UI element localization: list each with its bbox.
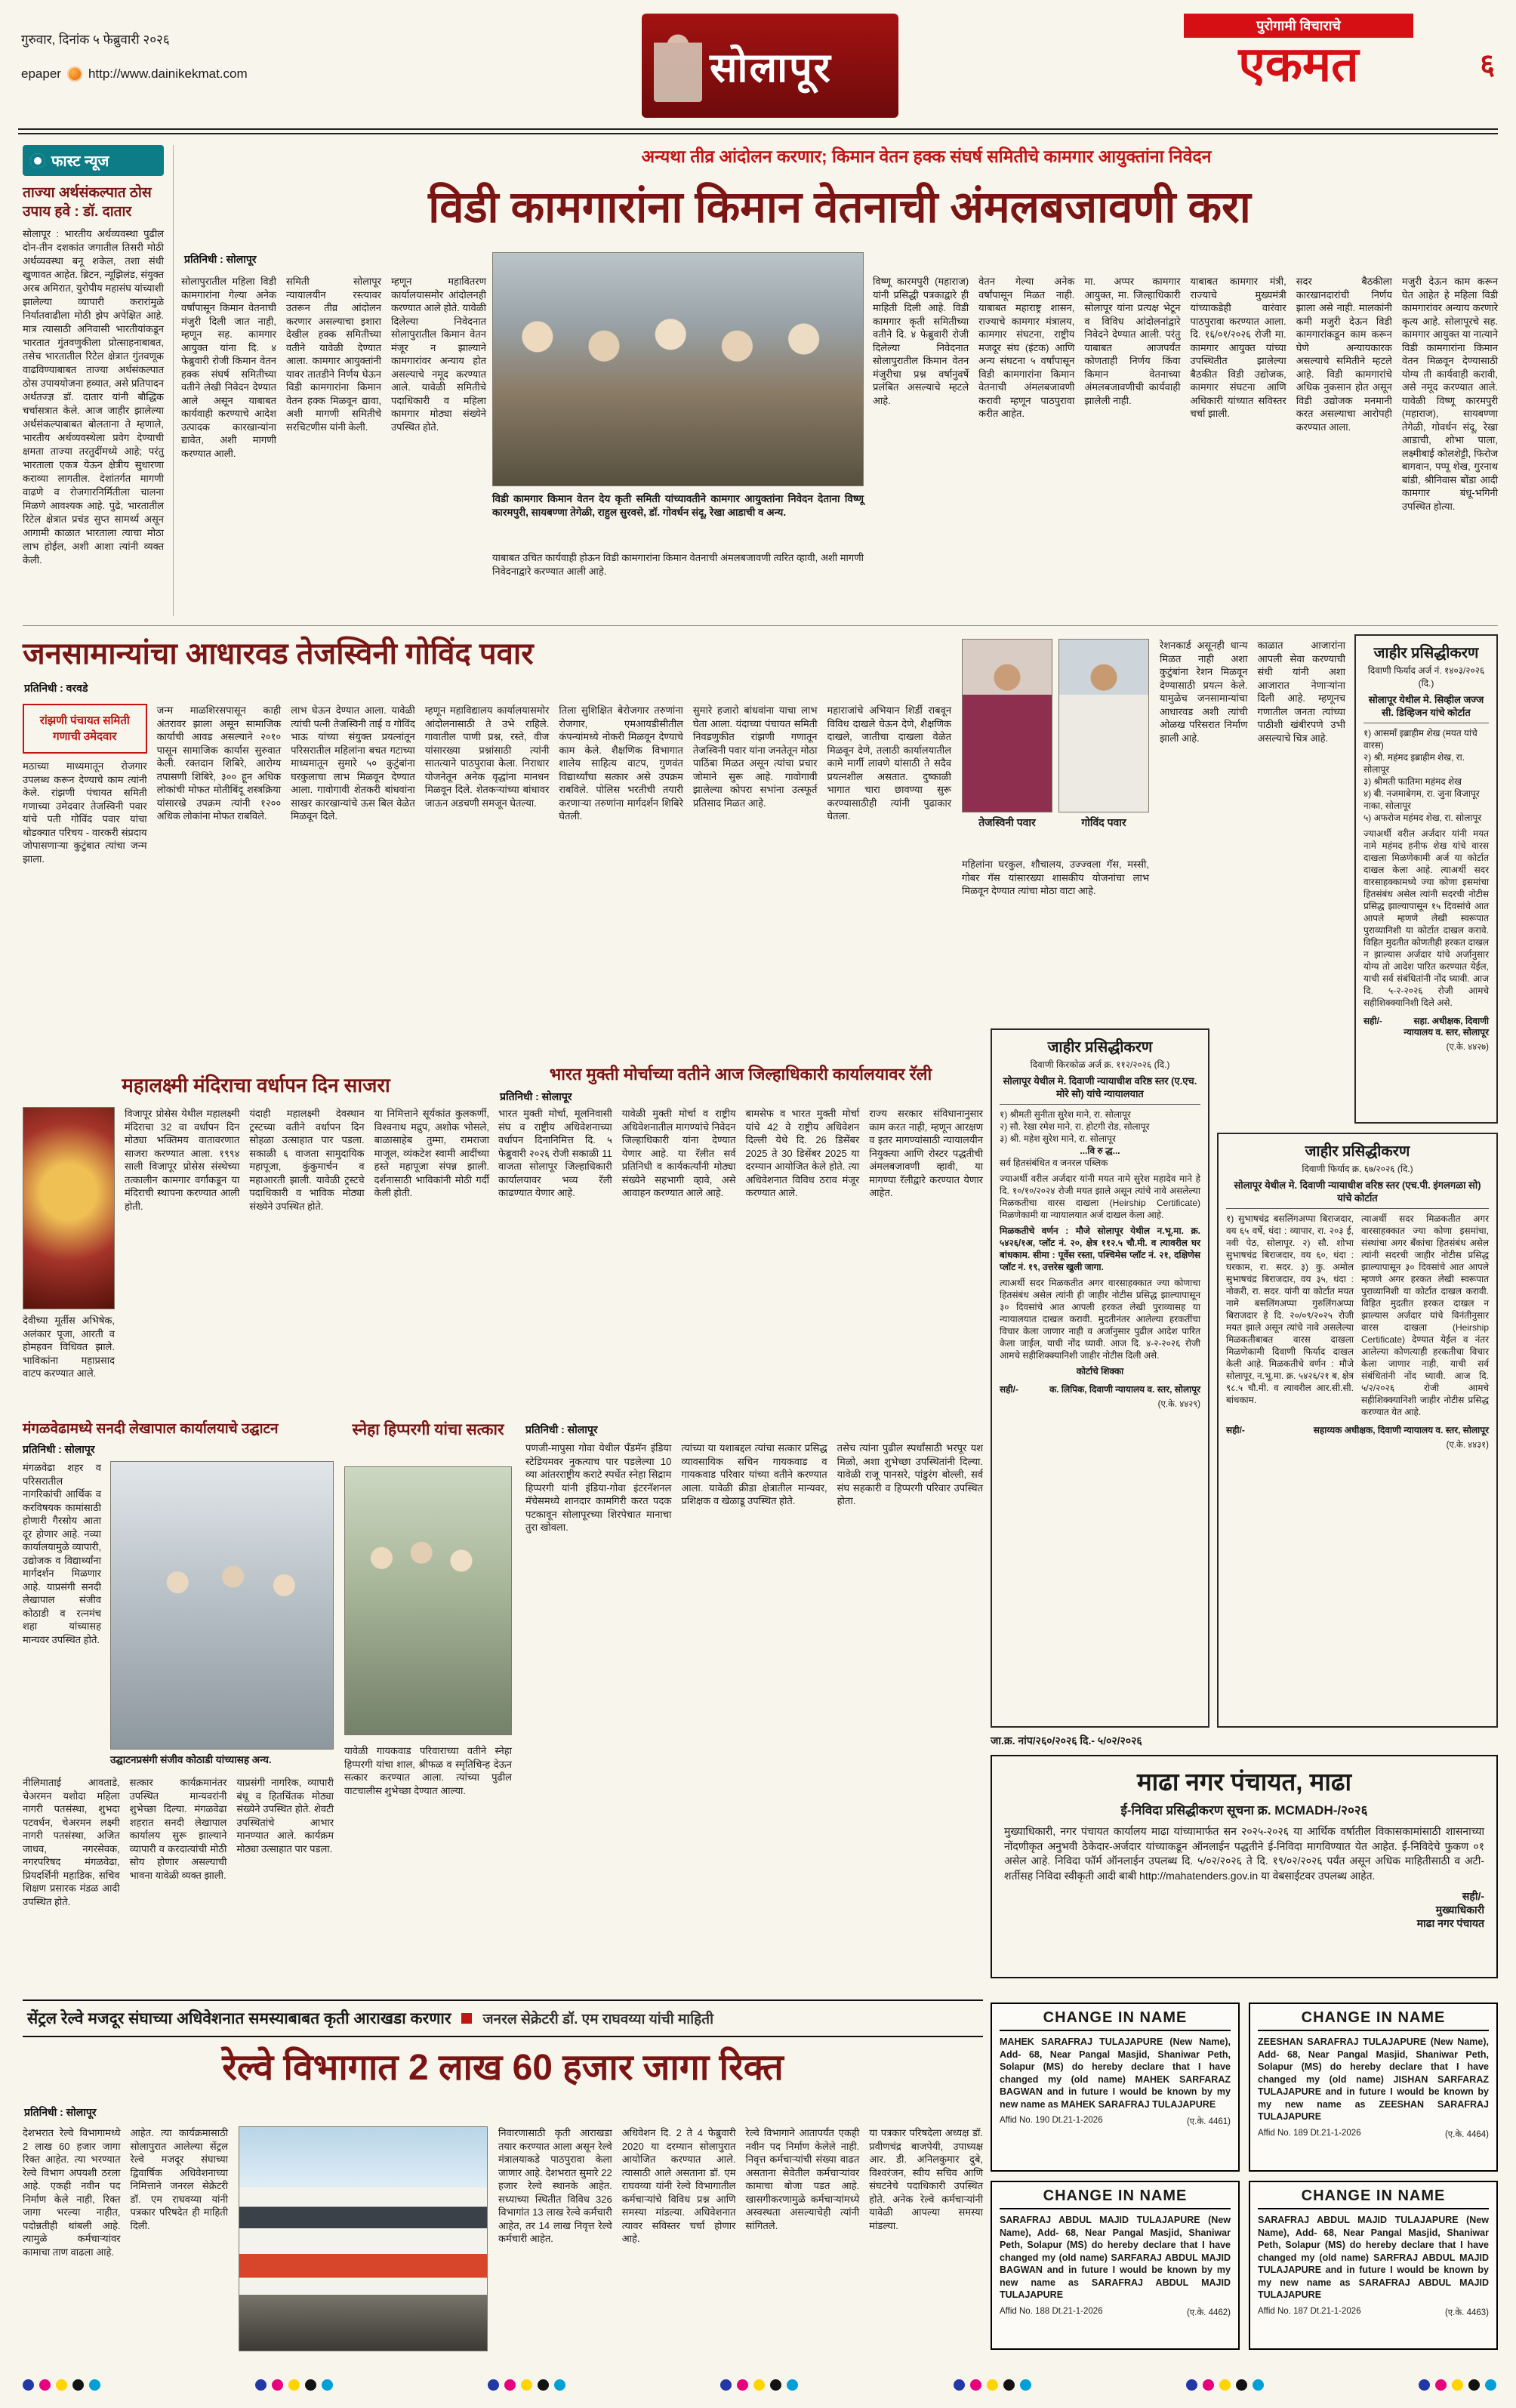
bharat-mukti-story [498, 1063, 983, 1412]
brand-block [1184, 14, 1413, 91]
sneha-byline: प्रतिनिधी : सोलापूर [525, 1423, 598, 1435]
notice-columns [1226, 1213, 1489, 1418]
mangalwedha-photo-caption: उद्घाटनप्रसंगी संजीव कोठाडी यांच्यासह अन्य. [110, 1754, 272, 1765]
notice-title: जाहीर प्रसिद्धीकरण [1047, 1039, 1153, 1056]
color-dot [954, 2379, 965, 2391]
mangalwedha-byline: प्रतिनिधी : सोलापूर [23, 1443, 95, 1455]
color-dot [521, 2379, 532, 2391]
body-column: मंगळवेढा शहर व परिसरातील नागरिकांची आर्थिक व करविषयक कामांसाठी होणारी गैरसोय आता दूर होणार आहे. नव्या कार्यालयामुळे व्यापारी, उद्योजक व विद्यार्थ्यांना मार्गदर्शन मिळणार आहे. याप्रसंगी सनदी लेखापाल संजीव कोठाडी व रत्नमंच शहा यांच्यासह मान्यवर उपस्थित होते. [23, 1462, 101, 1645]
mangalwedha-inauguration-photo [110, 1461, 334, 1750]
color-dot-group [720, 2379, 798, 2391]
madha-subtitle: ई-निविदा प्रसिद्धीकरण सूचना क्र. MCMADH-/२०२६ [1120, 1803, 1368, 1818]
body-column: सदर बैठकीला कारखानदारांची निर्णय झाला असे नाही. मालकांनी कमी मजुरी देऊन विडी कामगारांकडून काम करून घेणे अन्यायकारक असल्याचे समितीने म्हटले आहे. विडी कामगारांचे अधिक नुकसान होत असून विडी उद्योजक मनमानी करत असल्याचा आरोपही करण्यात आला. [1296, 276, 1392, 433]
sneha-story [344, 1420, 983, 1981]
mangalwedha-headline: मंगळवेढामध्ये सनदी लेखापाल कार्यालयाचे उद्घाटन [23, 1421, 279, 1437]
railway-headline: रेल्वे विभागात 2 लाख 60 हजार जागा रिक्त [222, 2048, 784, 2088]
notice-sign: सही/- [1000, 1384, 1018, 1395]
body-column: त्यांच्या या यशाबद्दल त्यांचा सत्कार प्रसिद्ध व्यावसायिक सचिन गायकवाड व गायकवाड परिवार यांच्या वतीने करण्यात आला. यावेळी क्रीडा क्षेत्रातील मान्यवर, प्रशिक्षक व खेळाडू उपस्थित होते. [681, 1442, 827, 1506]
mangalwedha-lower-columns [23, 1776, 334, 1919]
change-in-name-body: MAHEK SARAFRAJ TULAJAPURE (New Name), Add- 68, Near Pangal Masjid, Shaniwar Peth, Solapur (MS) do hereby declare that I have changed my (old name) MAHEK SARFARAZ BAGWAN and in future I would be known by my new name as MAHEK SARAFRAJ TULAJAPURE [1000, 2036, 1231, 2110]
mangalwedha-upper [23, 1461, 334, 1767]
notice-ref: (ए.के. 4462) [1186, 2308, 1231, 2317]
body-column: राज्य सरकार संविधानानुसार काम करत नाही, म्हणून आरक्षण व इतर मागण्यांसाठी न्यायालयीन नियुक्त्या आणि रोस्टर पद्धतीची अंमलबजावणी व्हावी, या मागण्या रॅलीद्वारे करण्यात येणार आहेत. [869, 1108, 983, 1198]
mangalwedha-photo-figure [110, 1461, 334, 1767]
notice-case-line: दिवाणी फिर्याद अर्ज नं. १४०३/२०२६ (दि.) [1367, 665, 1485, 689]
notice-court-line: सोलापूर येथील मे. सिव्हील जज्ज सी. डिव्हिजन यांचे कोर्टात [1363, 693, 1489, 723]
body-column: तिला सुशिक्षित बेरोजगार तरुणांना रोजगार, एमआयडीसीतील कंपन्यांमध्ये नोकरी मिळवून देण्याचे काम केले. शैक्षणिक विभागात शालेय साहित्य वाटप, गुणवंत विद्यार्थ्यांचा सत्कार असे उपक्रम राबविले. पोलिस भरतीची तयारी करणाऱ्या तरुणांना मार्गदर्शन शिबिरे घेतली. [559, 705, 683, 822]
railway-body [23, 2126, 983, 2365]
madha-sign-org: माढा नगर पंचायत [1416, 1917, 1484, 1929]
notice-party: ३) श्रीमती फातिमा महंमद शेख [1363, 776, 1462, 787]
fast-news-icon [30, 153, 45, 168]
fast-news-body: सोलापूर : भारतीय अर्थव्यवस्था पुढील दोन-तीन दशकांत जगातील तिसरी मोठी अर्थव्यवस्था बनू शकेल, तशा संधी खुणावत आहेत. ब्रिटन, न्यूझिलंड, संयुक्त अरब अमिरात, युरोपीय महासंघ यांच्याशी झालेल्या व्यापारी करारांमुळे निर्यातवाढीला मोठी झेप अपेक्षित आहे. मात्र त्यासाठी अनिवासी भारतीयांकडून भारतात गुंतवणुकीला प्रोत्साहनाबाबत, तसेच भारतातील रिटेल क्षेत्रात गुंतवणूक वाढविण्याबाबत ताज्या अर्थसंकल्पात ठोस उपाययोजना हव्यात, असे प्रतिपादन अर्थतज्ज्ञ डॉ. दातार यांनी बौद्धिक चर्चासत्रात केले. आज जाहीर झालेल्या अर्थसंकल्पाबाबत बोलताना ते म्हणाले, भारतीय अर्थव्यवस्थेला प्रवेग देण्याची क्षमता ताज्या तरतुदींमध्ये आहे; परंतु भारताला एकत्र येऊन क्षेत्रीय सुधारणा कराव्या लागतील. देशांतर्गत मागणी वाढणे व रोजगारनिर्मितीला चालना मिळणे आवश्यक आहे. पुढे, भारतातील रिटेल क्षेत्रात प्रचंड सुप्त सामर्थ्य असून आगामी काळात भारताला त्याचा मोठा लाभ होईल, अशी आशा त्यांनी व्यक्त केली. [23, 228, 164, 566]
color-dot [1020, 2379, 1031, 2391]
notice-body: ज्याअर्थी वरील अर्जदार यांनी मयत नामे सुरेश महादेव माने हे दि. १०/१०/२०२४ रोजी मयत झाले असून त्यांचे नावे असलेल्या मिळकतीचा वारस दाखला (Heirship Certificate) मिळणेकामी या न्यायालयात अर्ज दाखल केला आहे. [1000, 1173, 1200, 1220]
body-column: सुमारे हजारो बांधवांना याचा लाभ घेता आला. यंदाच्या पंचायत समिती निवडणुकीत रांझणी गणातून तेजस्विनी पवार यांना जनतेतून मोठा पाठिंबा मिळत असून त्यांचा प्रचार जोमाने सुरू आहे. गावोगावी झालेल्या कोपरा सभांना उत्स्फूर्त प्रतिसाद मिळत आहे. [692, 705, 818, 809]
color-dot-group [488, 2379, 565, 2391]
sneha-right [525, 1423, 983, 1978]
body-column: याबाबत कामगार मंत्री, राज्याचे मुख्यमंत्री यांच्याकडेही वारंवार पाठपुरावा करण्यात आला. दि. १६/०१/२०२६ रोजी मा. कामगार आयुक्त यांच्या उपस्थितीत झालेल्या बैठकीत विडी उद्योजक, कामगार संघटना आणि अधिकारी यांच्यात सविस्तर चर्चा झाली. [1190, 276, 1286, 419]
change-in-name-title: CHANGE IN NAME [1258, 2188, 1489, 2209]
lead-columns-left [181, 275, 486, 613]
madha-sign: सही/- [1462, 1890, 1484, 1902]
body-column: रेशनकार्ड असूनही धान्य मिळत नाही अशा कुटुंबांना रेशन मिळवून देण्यासाठी प्रयत्न केले. यामुळेच जनसामान्यांचा आधारवड अशी त्यांची ओळख परिसरात निर्माण झाली आहे. [1160, 640, 1248, 744]
color-dot [23, 2379, 34, 2391]
tejaswini-photo-figure [962, 639, 1052, 830]
tejaswini-columns-right [1160, 639, 1345, 1059]
notice-designation: सहाय्यक अधीक्षक, दिवाणी न्यायालय व. स्तर, सोलापूर [1313, 1425, 1489, 1435]
notice-sign: सही/- [1363, 1016, 1382, 1026]
body-column: सोलापुरातील महिला विडी कामगारांना गेल्या अनेक वर्षांपासून किमान वेतनाची मंजुरी दिली जात नाही, म्हणून सह. कामगार आयुक्त यांना दि. ४ फेब्रुवारी रोजी किमान वेतन हक्क संघर्ष समितीच्या वतीने लेखी निवेदन देण्यात आले असून याबाबत कार्यवाही करण्याचे आदेश उत्पादक कारखान्यांना द्यावेत, अशी मागणी करण्यात आली. [181, 276, 276, 459]
notice-court-line: सोलापूर येथील मे. दिवाणी न्यायाधीश वरिष्ठ स्तर (एच.पी. इंगलगळा सो) यांचे कोर्टात [1226, 1179, 1489, 1209]
color-dot [39, 2379, 51, 2391]
color-dot [737, 2379, 748, 2391]
color-dot [1203, 2379, 1214, 2391]
body-column: म्हणून महाविद्यालय कार्यालयासमोर आंदोलनासाठी ते उभे राहिले. गावातील पाणी प्रश्न, रस्ते, वीज यांसारख्या प्रश्नांसाठी त्यांनी सातत्याने पाठपुरावा केला. निराधार योजनेतून अनेक वृद्धांना मानधन मिळवून दिले. शेतकऱ्यांच्या बांधावर जाऊन अडचणी समजून घेतल्या. [424, 705, 550, 809]
fast-news-section [23, 145, 174, 616]
bharat-mukti-byline: प्रतिनिधी : सोलापूर [500, 1090, 572, 1102]
notice-title: जाहीर प्रसिद्धीकरण [1305, 1143, 1410, 1160]
railway-story [23, 2045, 983, 2368]
body-column: बामसेफ व भारत मुक्ती मोर्चा यांचे 42 वे राष्ट्रीय अधिवेशन दिल्ली येथे दि. 26 डिसेंबर 2025 ते 30 डिसेंबर 2025 या दरम्यान आयोजित केले होते. त्या अधिवेशनात विविध ठराव मंजूर करण्यात आले. [745, 1108, 860, 1198]
change-in-name-body: SARAFRAJ ABDUL MAJID TULAJAPURE (New Name), Add- 68, Near Pangal Masjid, Shaniwar Peth, Solapur (MS) do hereby declare that I have changed my (old name) SARFARAJ ABDUL MAJID BAGWAN and in future I would be known by my new name as SARAFRAJ ABDUL MAJID TULAJAPURE [1000, 2215, 1231, 2300]
color-dot [1003, 2379, 1015, 2391]
color-dot [1253, 2379, 1264, 2391]
tejaswini-byline: प्रतिनिधी : वरवडे [24, 682, 88, 694]
sneha-felicitation-photo [344, 1466, 512, 1735]
sneha-columns [525, 1441, 983, 1970]
tejaswini-pawar-photo [962, 639, 1052, 812]
affidavit-number: Affid No. 188 Dt.21-1-2026 [1000, 2306, 1103, 2316]
photo-label: तेजस्विनी पवार [978, 816, 1036, 828]
body-column: समिती सोलापूर न्यायालयीन रस्त्यावर उतरून तीव्र आंदोलन करणार असल्याचा इशारा देखील हक्क समितीच्या वतीने यावेळी देण्यात आला. कामगार आयुक्तांनी यावर तातडीने निर्णय घेऊन विडी कामगारांना किमान वेतन हक्क मिळवून द्यावा, अशी मागणी समितीचे सरचिटणीस यांनी केली. [286, 276, 381, 433]
color-dot-group [23, 2379, 100, 2391]
color-dot [305, 2379, 316, 2391]
masthead [642, 14, 898, 118]
edition-date: गुरुवार, दिनांक ५ फेब्रुवारी २०२६ [21, 32, 170, 47]
change-in-name-body: SARAFRAJ ABDUL MAJID TULAJAPURE (New Name), Add- 68, Near Pangal Masjid, Shaniwar Peth, Solapur (MS) do hereby declare that I have changed my (old name) SARFRAJ ABDUL MAJID TULAJAPURE and in future I would be known by my new name as SARAFRAJ ABDUL MAJID TULAJAPURE [1258, 2215, 1489, 2300]
bullet-square-icon [461, 2013, 472, 2024]
body-column: अधिवेशन दि. 2 ते 4 फेब्रुवारी 2020 या दरम्यान सोलापुरात आयोजित करण्यात आले. त्यासाठी आले असताना डॉ. एम राघवय्या यांनी रेल्वे विभागातील कर्मचाऱ्यांचे विविध प्रश्न आणि समस्या मांडल्या. अधिवेशनात त्यावर सविस्तर चर्चा होणार आहे. [621, 2127, 736, 2244]
body-column: लाभ घेऊन देण्यात आला. यावेळी त्यांची पत्नी तेजस्विनी ताई व गोविंद भाऊ यांच्या संयुक्त प्रयत्नांतून परिसरातील महिलांना बचत गटाच्या माध्यमातून सुमारे ५० कुटुंबांना घरकुलाचा लाभ मिळवून देण्यात आला. गावोगावी शेतकरी बांधवांना साखर कारखान्यांचे ऊस बिल वेळेत मिळवून दिले. [291, 705, 415, 822]
body-text: मठाच्या माध्यमातून रोजगार उपलब्ध करून देण्याचे काम त्यांनी केले. रांझणी पंचायत समिती गणाच्या उमेदवार तेजस्विनी पवार यांचे पती गोविंद पवार यांचा थोडक्यात परिचय - वारकरी संप्रदाय जोपासणाऱ्या कुटुंबात त्यांचा जन्म झाला. [23, 760, 147, 865]
change-in-name-box-1 [991, 2003, 1240, 2172]
color-dot [538, 2379, 549, 2391]
notice-body: ज्याअर्थी वरील अर्जदार यांनी मयत नामे महंमद हनीफ शेख यांचे वारस दाखला मिळणेकामी अर्ज या कोर्टात दाखल केला आहे. त्याअर्थी सदर वारसाहक्कामध्ये ज्या कोणा इसमांचा हितसंबंध असेल त्यांनी सदरची नोटीस प्रसिद्ध झाल्यापासून १५ दिवसांचे आत आपले म्हणणे लेखी स्वरूपात पुराव्यानिशी या कोर्टात दाखल करावे. विहित मुदतीत कोणतीही हरकत दाखल न झाल्यास अर्जदार यांचे अर्जानुसार योग्य तो आदेश पारित करण्यात येईल, याची सर्व संबंधितांनी नोंद घ्यावी. आज दि. ५-२-२०२६ रोजी आमचे सहीशिक्क्यानिशी दिले असे. [1363, 828, 1489, 1008]
color-dot-group [1186, 2379, 1264, 2391]
color-dot [255, 2379, 267, 2391]
body-column: यंदाही महालक्ष्मी देवस्थान ट्रस्टच्या वतीने वर्धापन दिन सोहळा उत्साहात पार पडला. सकाळी ६ वाजता सामुदायिक महापूजा, कुंकुमार्चन व महाआरती झाली. यावेळी ट्रस्टचे पदाधिकारी व भाविक मोठ्या संख्येने उपस्थित होते. [249, 1108, 365, 1212]
color-dot [1236, 2379, 1247, 2391]
color-dot [720, 2379, 732, 2391]
body-column: तसेच त्यांना पुढील स्पर्धांसाठी भरपूर यश मिळो, अशा शुभेच्छा उपस्थितांनी दिल्या. यावेळी राजू पानसरे, पांडुरंग बोल्ली, सर्व संघ सहकारी व हिप्परगी परिवार उपस्थित होता. [837, 1442, 983, 1506]
epaper-row [21, 66, 248, 82]
notice-party: ५) अफरोज महंमद शेख, रा. सोलापूर [1363, 812, 1482, 823]
notice-ref: (ए.के. 4461) [1186, 2117, 1231, 2126]
color-dot [72, 2379, 84, 2391]
epaper-url[interactable]: http://www.dainikekmat.com [88, 66, 248, 81]
body-column: विष्णू कारमपुरी (महाराज) यांनी प्रसिद्धी पत्रकाद्वारे ही माहिती दिली आहे. विडी कामगार कृती समितीच्या वतीने दि. ४ फेब्रुवारी रोजी दिलेल्या निवेदनात सोलापुरातील किमान वेतन मंजुरीचा प्रश्न वर्षानुवर्षे प्रलंबित असल्याचे म्हटले आहे. [873, 276, 969, 406]
notice-case-line: दिवाणी किरकोळ अर्ज क्र. ११२/२०२६ (दि.) [1030, 1059, 1170, 1070]
section-divider [23, 625, 1498, 626]
color-dot [1485, 2379, 1496, 2391]
lead-story [181, 180, 1498, 618]
color-dot-group [255, 2379, 333, 2391]
govind-pawar-photo [1058, 639, 1149, 812]
tejaswini-columns [23, 704, 951, 1059]
body-column: वेतन गेल्या अनेक वर्षांपासून मिळत नाही. याबाबत महाराष्ट्र शासन, राज्याचे कामगार मंत्रालय, कामगार संघटना, राष्ट्रीय मजदूर संघ (इंटक) आणि अन्य संघटना ५ वर्षांपासून विडी कामगारांना किमान वेतनाची अंमलबजावणी करावी म्हणून पाठपुरावा करीत आहेत. [978, 276, 1075, 419]
madha-tender-ad [991, 1755, 1498, 1978]
candidate-box-line1: रांझणी पंचायत समिती [39, 714, 130, 727]
page-number: ६ [1480, 49, 1495, 81]
color-dot [770, 2379, 781, 2391]
affidavit-number: Affid No. 187 Dt.21-1-2026 [1258, 2306, 1361, 2316]
railway-right-columns [498, 2126, 983, 2365]
change-in-name-title: CHANGE IN NAME [1000, 2188, 1231, 2209]
notice-ref: (ए.के. ४४२९) [1157, 1400, 1200, 1409]
notice-party: २) श्री. महंमद इब्राहीम शेख, रा. सोलापूर [1363, 752, 1465, 775]
notice-ref: (ए.के. 4463) [1444, 2308, 1489, 2317]
tejaswini-headline: जनसामान्यांचा आधारवड तेजस्विनी गोविंद पवार [23, 637, 534, 671]
madha-ref-line: जा.क्र. नांप/२६०/२०२६ दि.- ५/०२/२०२६ [991, 1734, 1142, 1747]
notice-designation: सहा. अधीक्षक, दिवाणी न्यायालय व. स्तर, सोलापूर [1404, 1016, 1489, 1038]
body-column: काळात आजारांना आपली सेवा करण्याची संधी यांनी अशा आजारात नेणाऱ्यांना दिली आहे. म्हणूनच गणातील जनता त्यांच्या पाठीशी खंबीरपणे उभी असल्याचे चित्र आहे. [1257, 640, 1345, 744]
public-notice-middle [991, 1028, 1209, 1728]
madha-title: माढा नगर पंचायत, माढा [1136, 1768, 1352, 1796]
color-dot [56, 2379, 67, 2391]
govind-photo-figure [1058, 639, 1149, 830]
color-dot [504, 2379, 516, 2391]
header-rule [18, 128, 1498, 134]
notice-ref: (ए.के. 4464) [1444, 2129, 1489, 2139]
affidavit-number: Affid No. 190 Dt.21-1-2026 [1000, 2116, 1103, 2125]
brand-tagline: पुरोगामी विचाराचे [1184, 14, 1413, 38]
lead-photo [492, 252, 864, 486]
public-notice-right-2 [1217, 1133, 1498, 1728]
photo-label: गोविंद पवार [1081, 816, 1126, 828]
mahalakshmi-headline: महालक्ष्मी मंदिराचा वर्धापन दिन साजरा [122, 1074, 390, 1096]
change-in-name-box-4 [1249, 2181, 1498, 2350]
body-column: महाराजांचे अभियान शिर्डी राबवून विविध दाखले घेऊन देणे, शैक्षणिक दाखले, जातीचा दाखला वेळेत मिळवून देणे, तलाठी कार्यालयातील कामे मार्गी लावणे यांसाठी ते सदैव प्रयत्नशील असतात. दुष्काळी भागात चारा छावण्या सुरू करण्यासाठीही त्यांनी पुढाकार घेतला. [827, 705, 952, 822]
mahalakshmi-photo-column [23, 1107, 115, 1403]
color-dot [1219, 2379, 1231, 2391]
body-column: देशभरात रेल्वे विभागामध्ये 2 लाख 60 हजार जागा रिक्त आहेत. त्या भरण्यात रेल्वे विभाग अपयशी ठरला आहे. एकही नवीन पद निर्माण केले नाही, रिक्त जागा भरल्या नाहीत, पदोन्नतीही थांबली आहे. त्यामुळे कर्मचाऱ्यांवर कामाचा ताण वाढला आहे. [23, 2127, 121, 2258]
strip-right-text: जनरल सेक्रेटरी डॉ. एम राघवय्या यांची माहिती [482, 2012, 713, 2027]
fast-news-headline: ताज्या अर्थसंकल्पात ठोस उपाय हवे : डॉ. दातार [23, 185, 152, 220]
sneha-headline: स्नेहा हिप्परगी यांचा सत्कार [352, 1421, 504, 1438]
change-in-name-title: CHANGE IN NAME [1000, 2009, 1231, 2031]
candidate-box-line2: गणाची उमेदवार [53, 730, 117, 743]
body-column: या निमित्ताने सूर्यकांत कुलकर्णी, विश्वनाथ मद्रुप, अशोक भोसले, बाळासाहेब तुम्मा, रामराजा माजूल, व्यंकटेश स्वामी आदींच्या हस्ते महापूजा संपन्न झाली. दर्शनासाठी भाविकांनी मोठी गर्दी केली होती. [374, 1108, 489, 1198]
globe-icon [67, 66, 82, 82]
candidate-box [23, 704, 147, 754]
color-dot [1186, 2379, 1197, 2391]
notice-party: ३) श्री. महेश सुरेश माने, रा. सोलापूर [1000, 1133, 1116, 1144]
tejaswini-story [23, 634, 1345, 1060]
notice-party: सर्व हितसंबंधित व जनरल पब्लिक [1000, 1158, 1108, 1168]
bharat-mukti-headline: भारत मुक्ती मोर्चाच्या वतीने आज जिल्हाधिकारी कार्यालयावर रॅली [549, 1065, 932, 1084]
body-column: निवारणासाठी कृती आराखडा तयार करण्यात आला असून रेल्वे मंत्रालयाकडे पाठपुरावा केला जाणार आहे. देशभरात सुमारे 22 हजार रेल्वे स्थानके आहेत. सध्याच्या स्थितीत विविध 326 विभागांत 13 लाख रेल्वे कर्मचारी आहेत, तर 14 लाख निवृत्त रेल्वे कर्मचारी आहेत. [498, 2127, 612, 2244]
notice-seal: कोर्टाचे शिक्का [1076, 1366, 1124, 1377]
notice-sign: सही/- [1226, 1425, 1245, 1435]
mahalakshmi-deity-photo [23, 1107, 115, 1309]
lead-kicker: अन्यथा तीव्र आंदोलन करणार; किमान वेतन हक्क संघर्ष समितीचे कामगार आयुक्तांना निवेदन [641, 146, 1212, 166]
color-dot [1419, 2379, 1430, 2391]
strip-left-text: सेंट्रल रेल्वे मजदूर संघाच्या अधिवेशनात समस्याबाबत कृती आराखडा करणार [27, 2010, 451, 2027]
body-column: यावेळी गायकवाड परिवाराच्या वतीने स्नेहा हिप्परगी यांचा शाल, श्रीफळ व स्मृतिचिन्ह देऊन सत्कार करण्यात आला. त्यांच्या पुढील वाटचालीस शुभेच्छा देण्यात आल्या. [344, 1745, 512, 1796]
train-photo-track [239, 2295, 487, 2351]
color-dot [787, 2379, 798, 2391]
madha-body: मुख्याधिकारी, नगर पंचायत कार्यालय माढा यांच्यामार्फत सन २०२५-२०२६ या आर्थिक वर्षातील विकासकामांसाठी शासनाच्या नोंदणीकृत अनुभवी ठेकेदार-अर्जदार यांच्याकडून ऑनलाईन पद्धतीने ई-निविदा मागविण्यात येत आहेत. ई-निविदेचे फुकण ०१ असेल आहे. निविदा फॉर्म ऑनलाईन उपलब्ध दि. ५/०२/२०२६ ते दि. १९/०२/२०२६ पर्यंत असून अधिक माहितीसाठी व अटी-शर्तीसह निविदा स्वीकृती आदी बाबी http://mahatenders.gov.in या वेबसाईटवर उपलब्ध आहेत. [1004, 1825, 1484, 1882]
notice-schedule: मिळकतीचे वर्णन : मौजे सोलापूर येथील न.भू.मा. क्र. ५४२६/१अ, प्लॉट नं. २०, क्षेत्र ११२.५ चौ.मी. व त्यावरील घर बांधकाम. सीमा : पूर्वेस रस्ता, पश्चिमेस प्लॉट नं. २१, दक्षिणेस प्लॉट नं. १९, उत्तरेस खुली जागा. [1000, 1226, 1200, 1272]
body-column: या पत्रकार परिषदेला अध्यक्ष डॉ. प्रवीणचंद्र बाजपेयी, उपाध्यक्ष आर. डी. अनिलकुमार दुबे, विश्वरंजन, स्वीय सचिव आणि संघटनेचे पदाधिकारी उपस्थित होते. अनेक रेल्वे कर्मचाऱ्यांनी यावेळी आपल्या समस्या मांडल्या. [869, 2127, 983, 2231]
fast-news-title: फास्ट न्यूज [51, 153, 109, 170]
train-photo-sky [239, 2127, 487, 2188]
body-column [23, 704, 147, 1059]
madha-sign-role: मुख्याधिकारी [1435, 1904, 1484, 1916]
body-column: मा. अप्पर कामगार आयुक्त, मा. जिल्हाधिकारी सोलापूर यांना प्रत्यक्ष भेटून व विविध आंदोलनांद्वारे निवेदने देण्यात आली. परंतु याबाबत आजपर्यंत कोणताही निर्णय किंवा किमान वेतनाच्या अंमलबजावणीची कार्यवाही झालेली नाही. [1084, 276, 1181, 406]
notice-body-column: १) सुभाषचंद्र बसलिंगअप्पा बिराजदार, वय ६५ वर्षे, धंदा : व्यापार, रा. २०३ ई, नवी पेठ, सोलापूर. २) सौ. शोभा सुभाषचंद्र बिराजदार, वय ६०, धंदा : घरकाम, रा. सदर. ३) कु. अमोल सुभाषचंद्र बिराजदार, वय ३५, धंदा : नोकरी, रा. सदर. यांनी या कोर्टात मयत नामे बसलिंगअप्पा गुरुलिंगअप्पा बिराजदार हे दि. २०/०९/२०२५ रोजी मयत झाले असून त्यांचे नावे असलेल्या मिळकतीबाबत वारस दाखला मिळणेकामी दिवाणी फिर्याद दाखल केली आहे. मिळकतीचे वर्णन : मौजे सोलापूर, न.भू.मा. क्र. ५४२६/२१ ब, क्षेत्र ९८.५ चौ.मी. व त्यावरील आर.सी.सी. बांधकाम. [1226, 1213, 1354, 1405]
body-column: याप्रसंगी नागरिक, व्यापारी बंधू व हितचिंतक मोठ्या संख्येने उपस्थित होते. शेवटी उपस्थितांचे आभार मानण्यात आले. कार्यक्रम मोठ्या उत्साहात पार पडला. [236, 1777, 334, 1855]
change-in-name-title: CHANGE IN NAME [1258, 2009, 1489, 2031]
color-dot [987, 2379, 998, 2391]
railway-byline: प्रतिनिधी : सोलापूर [24, 2106, 97, 2118]
body-column: जन्म माळशिरसपासून काही अंतरावर झाला असून सामाजिक कार्याची आवड असल्याने २०१० पासून सामाजिक कार्यास सुरुवात केली. रक्तदान शिबिरे, आरोग्य तपासणी शिबिरे, ३०० हून अधिक लोकांची मोफत मोतीबिंदू शस्त्रक्रिया यांसारखे उपक्रम त्यांनी १२०० अधिक लोकांना मोफत राबविले. [156, 705, 282, 822]
notice-party: २) सौ. रेखा रमेश माने, रा. होटगी रोड, सोलापूर [1000, 1121, 1150, 1132]
lead-photo-caption: विडी कामगार किमान वेतन देय कृती समिती यांच्यावतीने कामगार आयुक्तांना निवेदन देताना विष्णू कारमपुरी, सायबण्णा तेगेळी, राहुल सुरवसे, डॉ. गोवर्धन संदू, रेखा आडाची व अन्य. [492, 493, 864, 518]
notice-versus: ...वि रु द्ध... [1080, 1145, 1120, 1156]
notice-body-column: त्याअर्थी सदर मिळकतीत अगर वारसाहक्कात ज्या कोणा इसमांचा, संस्थांचा अगर बँकांचा हितसंबंध असेल त्यांनी सदरची जाहीर नोटीस प्रसिद्ध झाल्यापासून ३० दिवसांचे आत आपले म्हणणे अगर हरकत लेखी स्वरूपात पुराव्यानिशी या कोर्टात दाखल करावी. विहित मुदतीत हरकत दाखल न झाल्यास अर्जदार यांचे विनंतीनुसार वारस दाखला (Heirship Certificate) देण्यात येईल व नंतर आलेल्या कोणत्याही हरकतीचा विचार केला जाणार नाही, याची सर्व संबंधितांनी नोंद घ्यावी. आज दि. ५/२/२०२६ रोजी आमचे सहीशिक्क्यानिशी जाहीर नोटीस प्रसिद्ध करण्यात येत आहे. [1361, 1213, 1489, 1417]
body-column: नीलिमाताई आवताडे, चेअरमन यशोदा महिला नागरी पतसंस्था, शुभदा पटवर्धन, चेअरमन लक्ष्मी नागरी पतसंस्था, अजित जाधव, नगरसेवक, नगरपरिषद मंगळवेढा, प्रियदर्शिनी महाडिक, सचिव शिक्षण प्रसारक मंडळ आदी उपस्थित होते. [23, 1777, 120, 1907]
railway-left-columns [23, 2126, 228, 2365]
body-column: पणजी-मापुसा गोवा येथील पँडमॅन इंडिया स्टेडियमवर नुकत्याच पार पडलेल्या 10 व्या आंतरराष्ट्रीय कराटे स्पर्धेत स्नेहा सिद्राम हिप्परगी यांनी इंडिया-गोवा इंटरनॅशनल मॅचेसमध्ये शानदार कामगिरी करत पदक पटकावून सोलापूरच्या शिरपेचात मानाचा तुरा खोवला. [525, 1442, 672, 1533]
notice-ref: (ए.के. ४४३१) [1446, 1441, 1489, 1450]
change-in-name-box-3 [991, 2181, 1240, 2350]
color-dot-group [1419, 2379, 1496, 2391]
notice-ref: (ए.के. ४४२७) [1446, 1043, 1489, 1052]
lead-columns-right [873, 275, 1498, 613]
color-dot [272, 2379, 283, 2391]
color-dot [753, 2379, 765, 2391]
railway-train-photo [239, 2126, 488, 2351]
mahalakshmi-story [23, 1072, 489, 1412]
epaper-label[interactable]: epaper [21, 66, 61, 81]
notice-case-line: दिवाणी फिर्याद क्र. ६७/२०२६ (दि.) [1302, 1164, 1413, 1174]
bharat-mukti-columns [498, 1107, 983, 1379]
notice-title: जाहीर प्रसिद्धीकरण [1373, 645, 1479, 661]
color-dot [554, 2379, 565, 2391]
notice-body: त्याअर्थी सदर मिळकतीत अगर वारसाहक्कात ज्या कोणाचा हितसंबंध असेल त्यांनी ही जाहीर नोटीस प्रसिद्ध झाल्यापासून ३० दिवसांचे आत आपली हरकत लेखी पुराव्यासह या न्यायालयात दाखल करावी. मुदतीनंतर आलेल्या हरकतींचा विचार केला जाणार नाही व अर्जानुसार पुढील आदेश पारित केला जाईल, याची नोंद घ्यावी. आज दि. ४-२-२०२६ रोजी आमचे सहीशिक्क्यानिशी जाहीर नोटीस दिली असे. [1000, 1278, 1200, 1361]
public-notice-top-right [1354, 634, 1498, 1124]
masthead-graphic [654, 29, 702, 102]
notice-designation: क. लिपिक, दिवाणी न्यायालय व. स्तर, सोलापूर [1049, 1384, 1200, 1395]
change-in-name-box-2 [1249, 2003, 1498, 2172]
mahalakshmi-columns [23, 1107, 489, 1403]
color-bar [23, 2376, 1496, 2394]
color-dot [322, 2379, 333, 2391]
body-column: महिलांना घरकुल, शौचालय, उज्ज्वला गॅस, मस्सी, गोबर गॅस यांसारख्या शासकीय योजनांचा लाभ मिळवून देण्यात त्यांचा मोठा वाटा आहे. [962, 859, 1149, 896]
brand-name: एकमत [1238, 37, 1359, 91]
body-column: आहेत. त्या कार्यक्रमासाठी सोलापुरात आलेल्या सेंट्रल रेल्वे मजदूर संघाच्या द्विवार्षिक अधिवेशनाच्या निमित्ताने जनरल सेक्रेटरी डॉ. एम राघवय्या यांनी पत्रकार परिषदेत ही माहिती दिली. [130, 2127, 228, 2231]
lead-byline: प्रतिनिधी : सोलापूर [184, 253, 257, 265]
body-column: विजापूर प्रोसेस येथील महालक्ष्मी मंदिराचा 32 वा वर्धापन दिन मोठ्या भक्तिमय वातावरणात साजरा करण्यात आला. १९९४ साली विजापूर प्रोसेस संस्थेच्या तत्कालीन कामगार वर्गाकडून या मंदिराची स्थापना करण्यात आली होती. [125, 1108, 240, 1212]
mangalwedha-story [23, 1420, 334, 1981]
color-dot [970, 2379, 981, 2391]
notice-party: ४) बी. नजमाबेगम, रा. जुना विजापूर नाका, सोलापूर [1363, 788, 1480, 811]
notice-party: १) आसमाँ इब्राहीम शेख (मयत यांचे वारस) [1363, 728, 1477, 751]
color-dot [1468, 2379, 1480, 2391]
body-column: यावेळी मुक्ती मोर्चा व राष्ट्रीय अधिवेशनातील मागण्यांचे निवेदन जिल्हाधिकारी यांना देण्यात येणार आहे. या रॅलीत सर्व प्रतिनिधी व कार्यकर्त्यांनी मोठ्या संख्येने सहभागी व्हावे, असे आवाहन करण्यात आले आहे. [621, 1108, 736, 1198]
strip-headline [23, 1999, 983, 2037]
page-header [18, 11, 1498, 125]
color-dot [89, 2379, 100, 2391]
masthead-title: सोलापूर [710, 45, 832, 91]
body-column: देवीच्या मूर्तीस अभिषेक, अलंकार पूजा, आरती व होमहवन विधिवत झाले. भाविकांना महाप्रसाद वाटप करण्यात आले. [23, 1315, 115, 1379]
notice-court-line: सोलापूर येथील मे. दिवाणी न्यायाधीश वरिष्ठ स्तर (ए.एच. मोरे सो) यांचे न्यायालयात [1000, 1075, 1200, 1105]
color-dot [488, 2379, 499, 2391]
notice-party: १) श्रीमती सुनीता सुरेश माने, रा. सोलापूर [1000, 1109, 1131, 1120]
lead-caption-below: याबाबत उचित कार्यवाही होऊन विडी कामगारांना किमान वेतनाची अंमलबजावणी त्वरित व्हावी, अशी मागणी निवेदनाद्वारे करण्यात आली आहे. [492, 552, 864, 577]
color-dot [1452, 2379, 1463, 2391]
body-column: म्हणून महावितरण कार्यालयासमोर आंदोलनही करण्यात आले होते. यावेळी दिलेल्या निवेदनात सोलापुरातील किमान वेतन मंजूर न झाल्याने कामगारांवर अन्याय होत असल्याचे नमूद करण्यात आले. यावेळी समितीचे पदाधिकारी व महिला कामगार मोठ्या संख्येने उपस्थित होते. [391, 276, 486, 433]
color-dot [288, 2379, 300, 2391]
body-column: मजुरी देऊन काम करून घेत आहेत हे महिला विडी कामगारांवर अन्याय करणारे कृत्य आहे. सोलापूरचे सह. कामगार आयुक्त या नात्याने विडी कामगारांना किमान वेतन मिळवून देण्यासाठी योग्य ती कार्यवाही करावी, असे नमूद करण्यात आले. यावेळी विष्णू कारमपुरी (महाराज), सायबण्णा तेगेळी, गोवर्धन संदू, रेखा आडाची, शोभा पाला, लक्ष्मीबाई कोलशेट्टी, फिरोज बागवान, पप्पू शेख, गुरनाथ बांडी, श्रीनिवास बोंडा आदी कामगार बंधू-भगिनी उपस्थित होत्या. [1401, 276, 1499, 512]
fast-news-header [23, 145, 164, 176]
lead-headline: विडी कामगारांना किमान वेतनाची अंमलबजावणी करा [428, 183, 1251, 232]
color-dot-group [954, 2379, 1031, 2391]
change-in-name-body: ZEESHAN SARAFRAJ TULAJAPURE (New Name), Add- 68, Near Pangal Masjid, Shaniwar Peth, Solapur (MS) do hereby declare that I have changed my (old name) JISHAN SARFARAZ TULAJAPURE and in future I would be known by my new name as ZEESHAN SARAFRAJ TULAJAPURE [1258, 2036, 1489, 2122]
tejaswini-photos [962, 639, 1149, 830]
body-column: रेल्वे विभागाने आतापर्यंत एकही नवीन पद निर्माण केलेले नाही. निवृत्त कर्मचाऱ्यांची संख्या वाढत असताना सेवेतील कर्मचाऱ्यांवर कामाचा बोजा पडत आहे. खासगीकरणामुळे कर्मचाऱ्यांमध्ये अस्वस्थता असल्याचेही त्यांनी सांगितले. [745, 2127, 860, 2231]
affidavit-number: Affid No. 189 Dt.21-1-2026 [1258, 2128, 1361, 2138]
color-dot [1435, 2379, 1447, 2391]
body-column: भारत मुक्ती मोर्चा, मूलनिवासी संघ व राष्ट्रीय अधिवेशनाच्या वर्धापन दिनानिमित्त दि. ५ फेब्रुवारी २०२६ रोजी सकाळी 11 वाजता सोलापूर जिल्हाधिकारी कार्यालयावर भव्य रॅली काढण्यात येणार आहे. [498, 1108, 612, 1198]
body-column: सत्कार कार्यक्रमानंतर उपस्थित मान्यवरांनी शुभेच्छा दिल्या. मंगळवेढा शहरात सनदी लेखापाल कार्यालय सुरू झाल्याने व्यापारी व करदात्यांची मोठी सोय होणार असल्याची भावना यावेळी व्यक्त झाली. [129, 1777, 227, 1881]
train-photo-car [239, 2188, 487, 2295]
